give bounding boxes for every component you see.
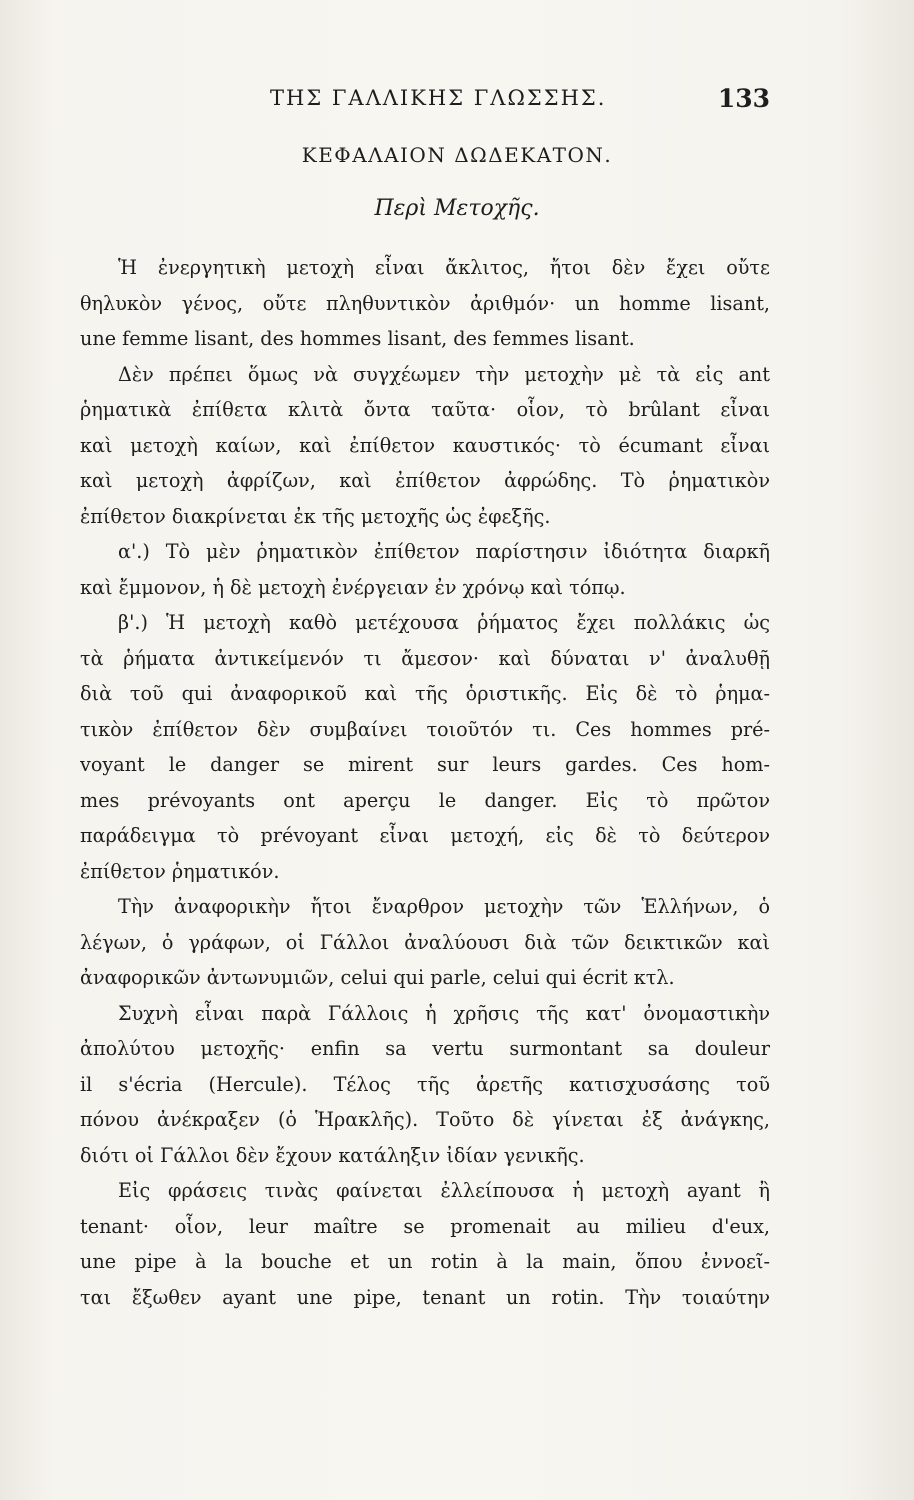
text-line: une femme lisant, des hommes lisant, des femmes lisant.	[80, 327, 635, 350]
text-line: tenant· οἷον, leur maître se promenait au milieu d'eux,	[80, 1214, 770, 1238]
text-line: καὶ μετοχὴ ἀφρίζων, καὶ ἐπίθετον ἀφρώδης. Τὸ ῥηματικὸν	[80, 469, 770, 492]
text-line: ἐπίθετον ῥηματικόν.	[80, 859, 280, 883]
chapter-title: ΚΕΦΑΛΑΙΟΝ ΔΩΔΕΚΑΤΟΝ.	[301, 143, 613, 167]
body-text	[80, 250, 770, 1315]
text-line: mes prévoyants ont aperçu le danger. Εἰς τὸ πρῶτον	[80, 788, 770, 812]
text-line: il s'écria (Hercule). Τέλος τῆς ἀρετῆς κατισχυσάσης τοῦ	[80, 1072, 770, 1096]
text-line: ἐπίθετον διακρίνεται ἐκ τῆς μετοχῆς ὡς ἐφεξῆς.	[80, 504, 551, 528]
text-line: Δὲν πρέπει ὅμως νὰ συγχέωμεν τὴν μετοχὴν μὲ τὰ εἰς ant	[118, 362, 770, 386]
text-line: ἀπολύτου μετοχῆς· enfin sa vertu surmontant sa douleur	[80, 1037, 770, 1060]
text-line: λέγων, ὁ γράφων, οἱ Γάλλοι ἀναλύουσι διὰ τῶν δεικτικῶν καὶ	[80, 930, 770, 954]
text-line: τικὸν ἐπίθετον δὲν συμβαίνει τοιοῦτόν τι. Ces hommes pré-	[80, 717, 770, 741]
text-line: α'.) Τὸ μὲν ῥηματικὸν ἐπίθετον παρίστησιν ἰδιότητα διαρκῆ	[118, 540, 770, 563]
text-line: voyant le danger se mirent sur leurs gardes. Ces hom-	[80, 753, 770, 776]
text-line: Τὴν ἀναφορικὴν ἤτοι ἔναρθρον μετοχὴν τῶν Ἑλλήνων, ὁ	[118, 895, 770, 918]
text-line: Ἡ ἐνεργητικὴ μετοχὴ εἶναι ἄκλιτος, ἤτοι δὲν ἔχει οὔτε	[118, 256, 770, 279]
text-line: καὶ ἔμμονον, ἡ δὲ μετοχὴ ἐνέργειαν ἐν χρόνῳ καὶ τόπῳ.	[80, 575, 626, 599]
text-line: καὶ μετοχὴ καίων, καὶ ἐπίθετον καυστικός· τὸ écumant εἶναι	[80, 433, 770, 457]
text-line: τὰ ῥήματα ἀντικείμενόν τι ἄμεσον· καὶ δύναται ν' ἀναλυθῇ	[80, 646, 770, 670]
page-number: 133	[717, 84, 770, 113]
text-line: διότι οἱ Γάλλοι δὲν ἔχουν κατάληξιν ἰδίαν γενικῆς.	[80, 1143, 585, 1167]
text-line: ῥηματικὰ ἐπίθετα κλιτὰ ὄντα ταῦτα· οἷον, τὸ brûlant εἶναι	[80, 398, 770, 421]
text-line: πόνου ἀνέκραξεν (ὁ Ἡρακλῆς). Τοῦτο δὲ γίνεται ἐξ ἀνάγκης,	[80, 1108, 770, 1131]
page-header	[80, 84, 770, 118]
text-line: une pipe à la bouche et un rotin à la main, ὅπου ἐννοεῖ-	[80, 1250, 770, 1273]
text-line: ται ἔξωθεν ayant une pipe, tenant un rotin. Τὴν τοιαύτην	[80, 1285, 770, 1309]
text-line: διὰ τοῦ qui ἀναφορικοῦ καὶ τῆς ὁριστικῆς. Εἰς δὲ τὸ ῥημα-	[80, 682, 770, 705]
text-line: παράδειγμα τὸ prévoyant εἶναι μετοχή, εἰς δὲ τὸ δεύτερον	[80, 824, 770, 847]
running-head: ΤΗΣ ΓΑΛΛΙΚΗΣ ΓΛΩΣΣΗΣ.	[270, 86, 607, 110]
text-line: Συχνὴ εἶναι παρὰ Γάλλοις ἡ χρῆσις τῆς κατ' ὀνομαστικὴν	[118, 1001, 770, 1025]
text-line: Εἰς φράσεις τινὰς φαίνεται ἐλλείπουσα ἡ μετοχὴ ayant ἢ	[118, 1179, 770, 1202]
text-line: θηλυκὸν γένος, οὔτε πληθυντικὸν ἀριθμόν· un homme lisant,	[80, 291, 770, 315]
text-line: ἀναφορικῶν ἀντωνυμιῶν, celui qui parle, celui qui écrit κτλ.	[80, 966, 675, 989]
text-line: β'.) Ἡ μετοχὴ καθὸ μετέχουσα ῥήματος ἔχει πολλάκις ὡς	[118, 611, 770, 634]
section-subtitle: Περὶ Μετοχῆς.	[374, 196, 540, 221]
